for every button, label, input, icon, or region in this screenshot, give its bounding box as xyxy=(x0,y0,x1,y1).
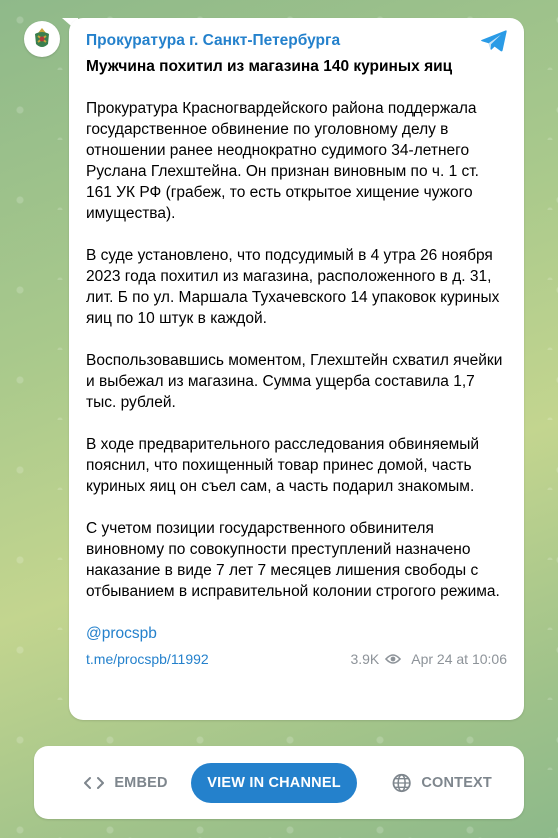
post-title: Мужчина похитил из магазина 140 куриных яиц xyxy=(86,58,453,75)
code-icon xyxy=(84,776,104,790)
post-paragraph: С учетом позиции государственного обвинителя виновному по совокупности преступлений назначено наказание в виде 7 лет 7 месяцев лишения свободы с отбыванием в исправительной колонии строгого режима. xyxy=(86,520,500,600)
message-bubble xyxy=(69,18,524,720)
message-meta xyxy=(350,651,507,667)
post-paragraph: Прокуратура Красногвардейского района поддержала государственное обвинение по уголовному делу в отношении ранее неоднократно судимого 34-летнего Руслана Глехштейна. Он признан виновным по ч. 1 ст. 161 УК РФ (грабеж, то есть открытое хищение чужого имущества). xyxy=(86,100,479,222)
channel-name-link[interactable]: Прокуратура г. Санкт-Петербурга xyxy=(86,32,341,49)
eye-icon xyxy=(385,653,401,665)
post-body xyxy=(86,98,507,644)
post-paragraph: Воспользовавшись моментом, Глехштейн схватил ячейки и выбежал из магазина. Сумма ущерба составила 1,7 тыс. рублей. xyxy=(86,352,503,411)
view-in-channel-button[interactable] xyxy=(191,763,357,803)
message-date[interactable]: Apr 24 at 10:06 xyxy=(411,651,507,667)
post-link[interactable]: t.me/procspb/11992 xyxy=(86,651,209,667)
emblem-icon xyxy=(27,24,57,54)
globe-icon xyxy=(392,773,411,793)
action-bar xyxy=(34,746,524,819)
channel-mention-link[interactable]: @procspb xyxy=(86,625,157,642)
view-count: 3.9K xyxy=(350,651,380,667)
context-label: CONTEXT xyxy=(421,775,492,791)
view-in-channel-label: VIEW IN CHANNEL xyxy=(207,775,341,791)
embed-label: EMBED xyxy=(114,775,168,791)
message-footer xyxy=(86,648,507,670)
embed-button[interactable] xyxy=(68,763,184,803)
telegram-icon[interactable] xyxy=(480,29,508,53)
post-paragraph: В суде установлено, что подсудимый в 4 утра 26 ноября 2023 года похитил из магазина, расположенного в д. 31, лит. Б по ул. Маршала Тухачевского 14 упаковок куриных яиц по 10 штук в каждой. xyxy=(86,247,500,327)
channel-avatar[interactable] xyxy=(24,21,60,57)
context-button[interactable] xyxy=(392,763,492,803)
post-paragraph: В ходе предварительного расследования обвиняемый пояснил, что похищенный товар принес домой, часть куриных яиц он съел сам, а часть подарил знакомым. xyxy=(86,436,480,495)
message-header xyxy=(86,30,507,52)
